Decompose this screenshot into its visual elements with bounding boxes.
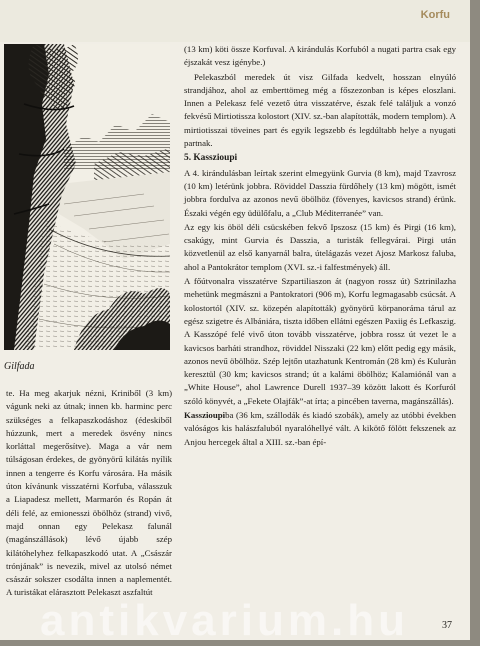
running-head: Korfu (420, 9, 450, 21)
paragraph: (13 km) köti össze Korfuval. A kirándulás Korfuból a nugati partra csak egy éjszakát vesz igénybe.) (184, 44, 456, 68)
section-heading: 5. Kasszioupi (184, 153, 238, 164)
paragraph-text: ba (36 km, szállodák és kiadó szobák), amely az utóbbi években valóságos kis halászfaluból nyaralóhellyé vált. A kikötő fölött fekszenek az Anjou hercegek által a XIII. sz.-ban épí- (184, 410, 456, 447)
watermark: antikvarium.hu (40, 596, 409, 645)
paragraph: Pelekaszból meredek út visz Gilfada kedvelt, hosszan elnyúló strandjához, ahol az emberttömeg még a főszezonban is képes eloszlani. Innen a Pelekasz felé vezető útra visszatérve, észak felé találjuk a vonzó fekvésű Mirtiotissza kolostort (XIV. sz.-ban alapították, modern templom). A mirtiotisszai töveines part és egyik legszebb és legdúltabb helye a nyugati partnak. (184, 71, 456, 149)
paragraph: A 4. kirándulásban leírtak szerint elmegyünk Gurvia (8 km), majd Tzavrosz (10 km) letérünk jobbra. Röviddel Dasszia fürdőhely (13 km) mögött, ismét jobbra fordulva az azonos nevű öbölhöz (fövenyes, kavicsos strand) érünk. Északi végén egy üdülőfalu, a „Club Méditerranée” van. (184, 167, 456, 218)
illustration-drawing (4, 44, 170, 350)
coastal-illustration (4, 44, 170, 350)
right-text-column (184, 43, 456, 450)
illustration-caption: Gilfada (4, 361, 35, 372)
left-text-column (6, 387, 172, 601)
paragraph: Az egy kis öböl déli csücskében fekvő Ipszosz (15 km) és Pirgi (16 km), csakúgy, mint Gurvia és Dasszia, a turisták fellegvárai. Pirgi után közvetlenül az első kanyarnál balra, útelágazás vezet Ajosz Markosz faluba, ahol a Pantokrátor templom (XVI. sz.-i falfestmények) áll. (184, 221, 456, 272)
place-name-bold: Kasszioupi (184, 410, 226, 421)
header-band (0, 0, 470, 42)
page-number: 37 (442, 620, 452, 631)
paragraph: A főútvonalra visszatérve Szpartiliaszon át (nagyon rossz út) Sztrinilazha mehetünk megmászni a Pantokratori (906 m), Korfu legmagasabb csúcsát. A kolostortól (XIV. sz. közepén alapították) gyönyörű körpanoráma tárul az egész szigetre és Albániára, tiszta időben ellátni egészen Paxiig és Lefkaszig. A Kasszópé felé vivő úton tovább visszatérve, jobbra rossz út vezet le a kavicsos barháti strandhoz, röviddel Nisszaki (22 km) előtt pedig egy másik, azonos nevű öbölhöz. Szép lejtőn utazhatunk Kentromán (28 km) és Kuluràn keresztül (30 km; kavicsos strand; út a kalámi öbölhöz; Kalamiónál van a „White House”, ahol Lawrence Durell 1937–39 között lakott és Korfuról szóló könyvét, a „Fekete Olajfák”-at írta; a pincében taverna, magánszállás). (184, 276, 456, 406)
paragraph-final (184, 409, 456, 449)
left-paragraph: te. Ha meg akarjuk nézni, Kriniből (3 km) vágunk neki az útnak; innen kb. harminc perc szükséges a felkapaszkodáshoz (édeskiből húzzunk, mert a meredek ösvény nincs korláttal megerősítve). Maga a vár nem túlságosan érdekes, de gyönyörű kilátás nyílik innen a tengerre és Korfu városára. Ha másik úton kívánunk visszatérni Korfuba, válasszuk a Liapadesz mellett, Marmarón és Ropán át déli felé, az emionesszi öbölhöz (strand) vivő, majd onnan egy Pelekasz falunál (magánszállások) lévő újabb szép kilátóhelyhez felkapaszkodó utat. A „Császár trónjának” is nevezik, mivel az utolsó német császár sokszer csodálta innen a naplementét. A turistákat elárasztott Pelekaszt aszfaltút (6, 388, 172, 598)
